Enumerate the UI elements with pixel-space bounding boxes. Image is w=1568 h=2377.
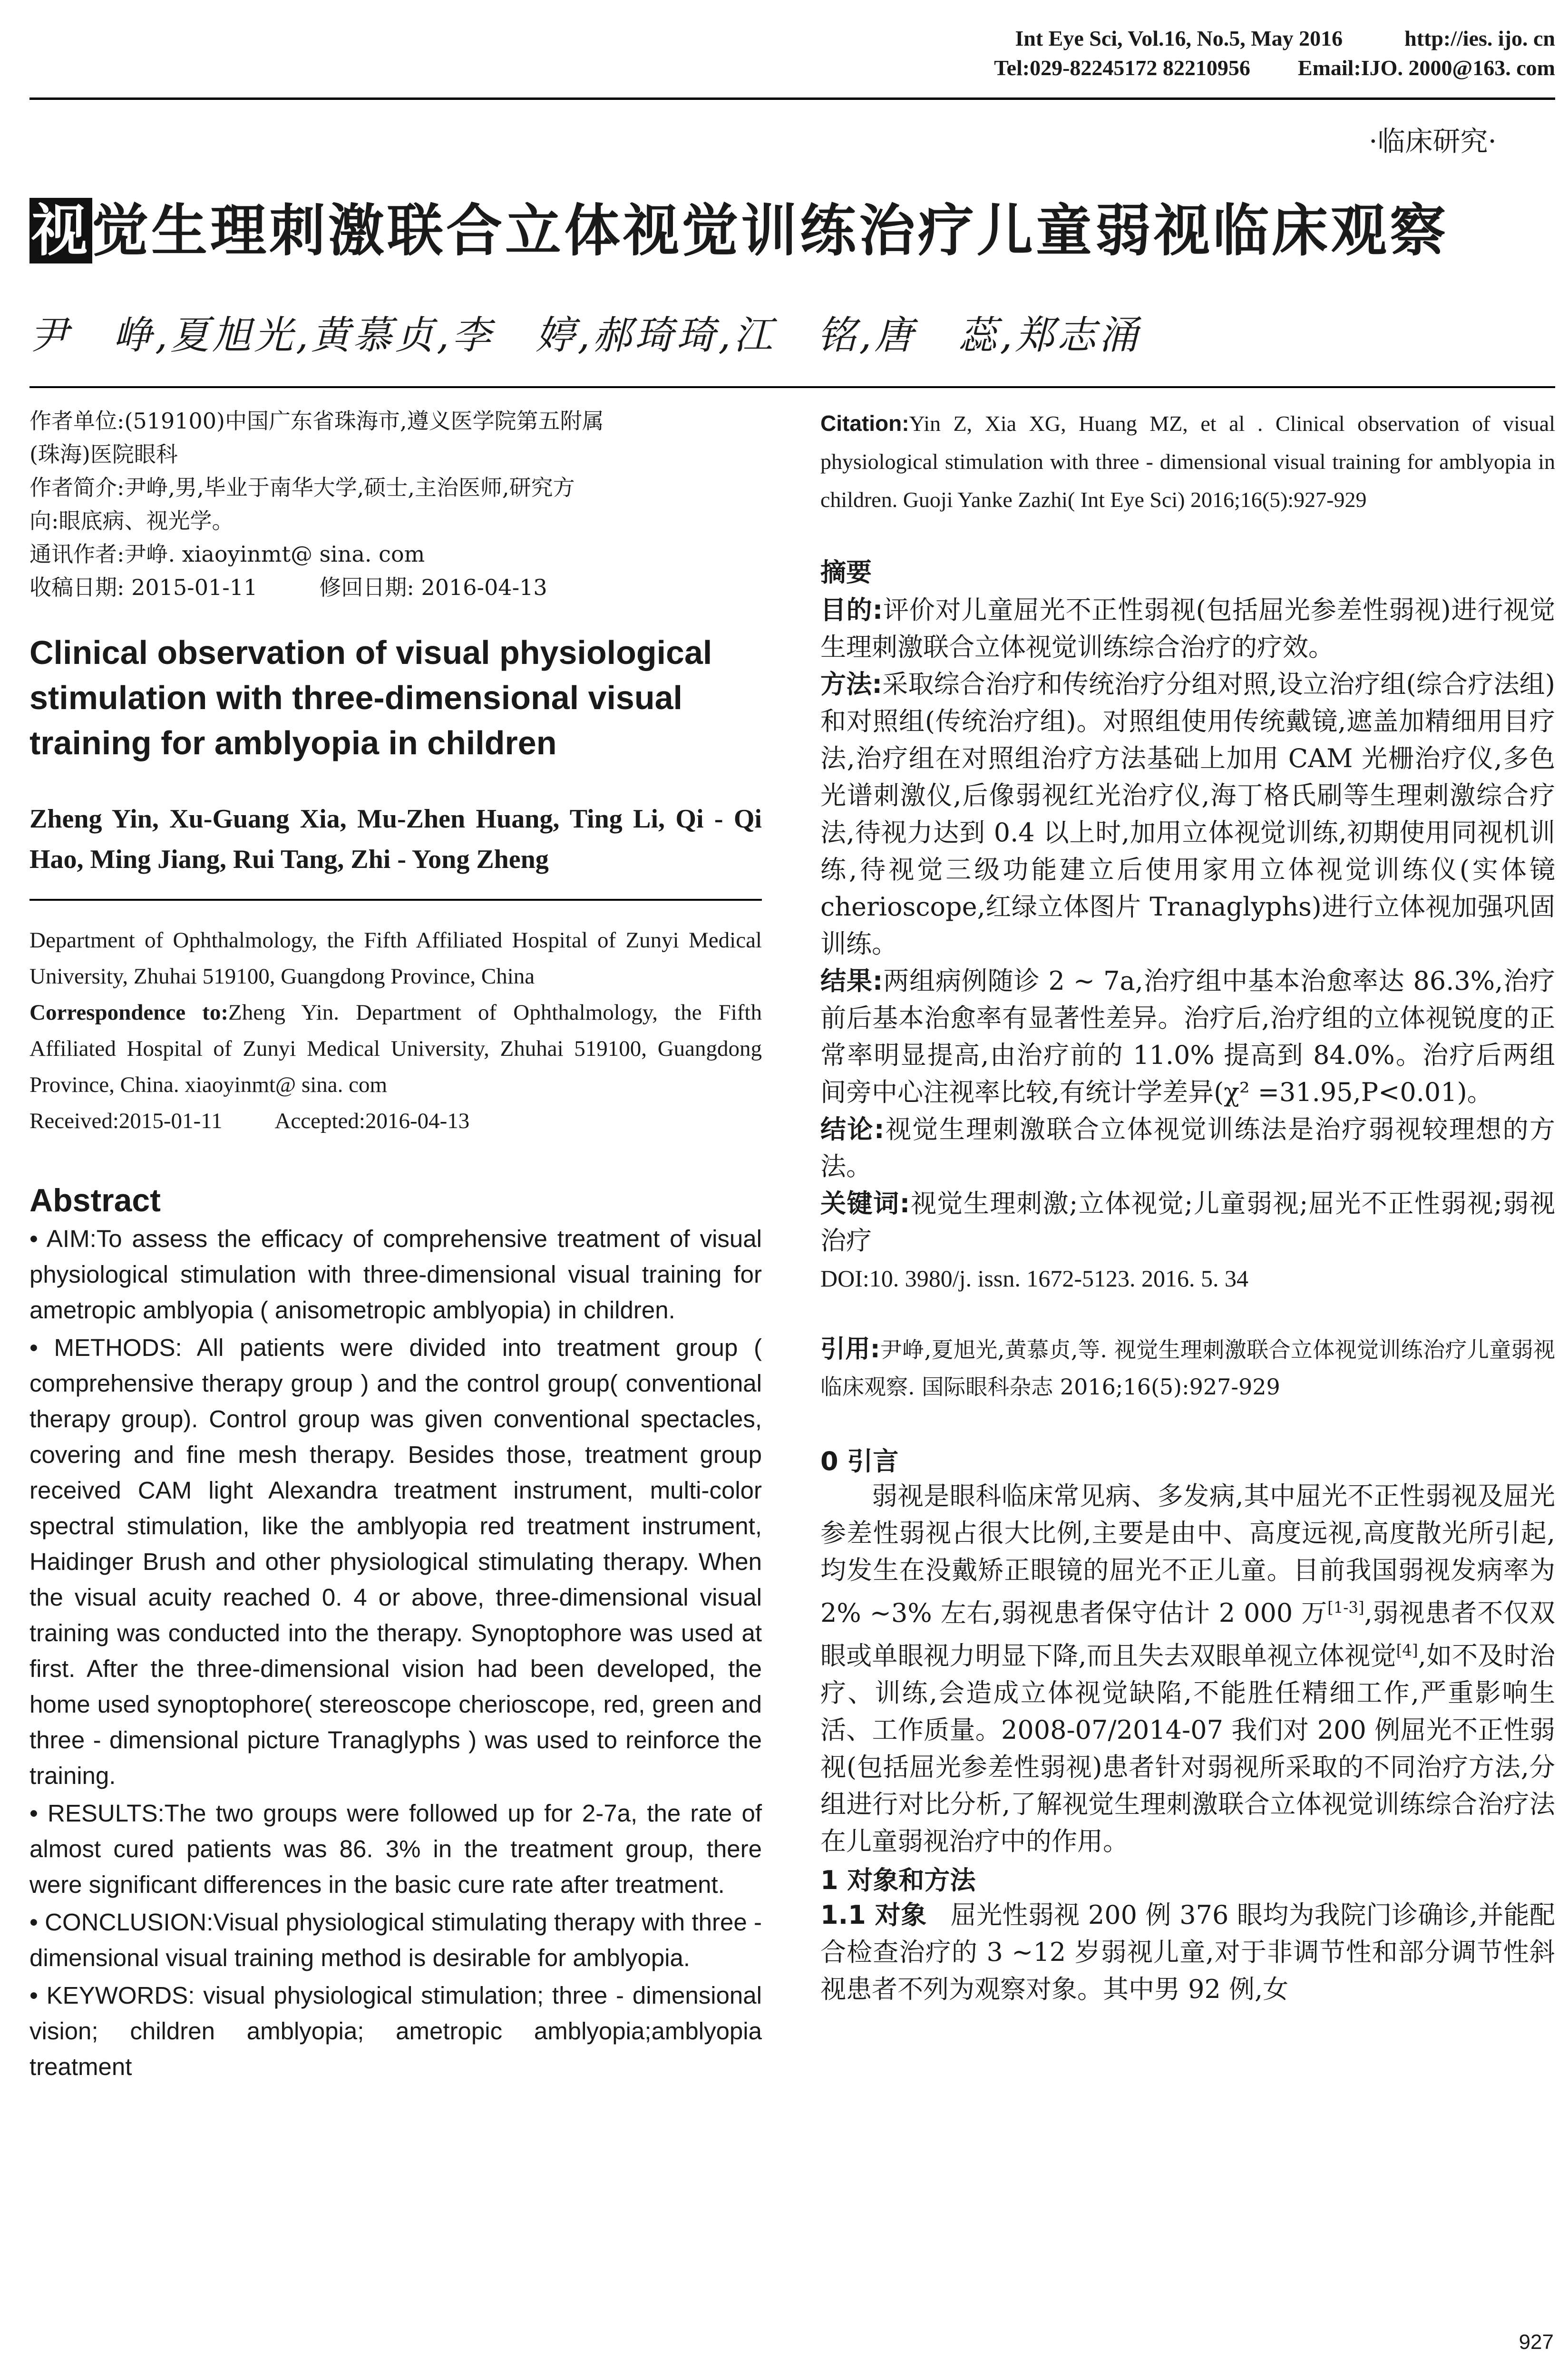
- conclusion-cn-label: 结论:: [820, 1114, 885, 1144]
- abstract-cn-methods: [820, 666, 1555, 963]
- authors-cn: 尹 峥,夏旭光,黄慕贞,李 婷,郝琦琦,江 铭,唐 蕊,郑志涌: [29, 313, 1141, 358]
- keywords-cn-label: 关键词:: [820, 1188, 910, 1218]
- intro-heading: 0 引言: [820, 1446, 899, 1476]
- aim-cn-label: 目的:: [820, 595, 883, 625]
- abstract-cn-aim: [820, 592, 1555, 666]
- intro-text-a: 弱视是眼科临床常见病、多发病,其中屈光不正性弱视及屈光参差性弱视占很大比例,主要是由中、高度远视,高度散光所引起,均发生在没戴矫正眼镜的屈光不正儿童。目前我国弱视发病率为 2% ~3% 左右,弱视患者保守估计 2 000 万: [820, 1481, 1555, 1628]
- author-unit: 作者单位:(519100)中国广东省珠海市,遵义医学院第五附属: [29, 408, 604, 434]
- page-number: 927: [1519, 2330, 1554, 2354]
- header-rule: [29, 97, 1555, 100]
- abstract-methods: [29, 1330, 762, 1793]
- abstract-keywords: [29, 1978, 762, 2085]
- citation-cn-text: 尹峥,夏旭光,黄慕贞,等. 视觉生理刺激联合立体视觉训练治疗儿童弱视临床观察. 国际眼科杂志 2016;16(5):927-929: [820, 1337, 1555, 1400]
- intro-paragraph: [820, 1478, 1555, 1860]
- results-cn-label: 结果:: [820, 966, 883, 996]
- abstract-cn-conclusion: [820, 1111, 1555, 1185]
- journal-header: [0, 24, 1555, 83]
- article-title-cn: [29, 195, 1449, 266]
- conclusion-cn-text: 视觉生理刺激联合立体视觉训练法是治疗弱视较理想的方法。: [820, 1114, 1555, 1181]
- affiliation-rule: [29, 899, 762, 901]
- received-date-en: Received:2015-01-11: [29, 1109, 223, 1133]
- results-text: The two groups were followed up for 2-7a, the rate of almost cured patients was 86. 3% in the treatment group, there were significant differences in the basic cure rate after treatment.: [29, 1800, 762, 1898]
- author-meta-cn: [29, 404, 762, 604]
- keywords-text: visual physiological stimulation; three - dimensional vision; children amblyopia; ametropic amblyopia;amblyopia treatment: [29, 1982, 762, 2080]
- methods-heading: 1 对象和方法: [820, 1865, 976, 1895]
- journal-info: Int Eye Sci, Vol.16, No.5, May 2016: [1015, 26, 1343, 50]
- abstract-cn-results: [820, 963, 1555, 1111]
- intro-text-b: ,弱视患者不仅双眼或单眼视力明显下降,而且失去双眼单视立体视觉: [820, 1598, 1555, 1671]
- section-label: ·临床研究·: [1369, 125, 1497, 157]
- author-bio-cont: 向:眼底病、视光学。: [29, 508, 234, 534]
- author-bio: 作者简介:尹峥,男,毕业于南华大学,硕士,主治医师,研究方: [29, 475, 575, 500]
- subjects-paragraph: [820, 1897, 1555, 2008]
- subjects-label: 1.1 对象: [820, 1900, 927, 1930]
- results-cn-text: 两组病例随诊 2 ~ 7a,治疗组中基本治愈率达 86.3%,治疗前后基本治愈率有显著性差异。治疗后,治疗组的立体视锐度的正常率明显提高,由治疗前的 11.0% 提高到 84.0%。治疗后两组间旁中心注视率比较,有统计学差异(χ² =31.95,P<0.01)。: [820, 966, 1555, 1107]
- journal-tel: Tel:029-82245172 82210956: [994, 56, 1250, 80]
- abstract-cn-heading: 摘要: [820, 557, 872, 587]
- citation-cn: [820, 1331, 1555, 1405]
- title-first-char: 视: [29, 198, 92, 263]
- results-label: • RESULTS:: [29, 1800, 165, 1827]
- journal-url: http://ies. ijo. cn: [1404, 26, 1555, 50]
- aim-text: To assess the efficacy of comprehensive treatment of visual physiological stimulation with three-dimensional visual training for ametropic amblyopia ( anisometropic amblyopia) in children.: [29, 1225, 762, 1324]
- article-title-en: Clinical observation of visual physiological stimulation with three-dimensional visual training for amblyopia in children: [29, 634, 712, 761]
- journal-email: Email:IJO. 2000@163. com: [1297, 56, 1555, 80]
- abstract-results: [29, 1795, 762, 1902]
- methods-text: All patients were divided into treatment group ( comprehensive therapy group ) and the control group( conventional therapy group). Control group was given conventional spectacles, covering and fine mesh therapy. Besides those, treatment group received CAM light Alexandra treatment instrument, multi-color spectral stimulation, like the amblyopia red treatment instrument, Haidinger Brush and other physiological stimulating therapy. When the visual acuity reached 0. 4 or above, three-dimensional visual training was conducted into the therapy. Synoptophore was used at first. After the three-dimensional vision had been developed, the home used synoptophore( stereoscope cherioscope, red, green and three - dimensional picture Tranaglyphs ) was used to reinforce the training.: [29, 1334, 762, 1789]
- abstract-conclusion: [29, 1904, 762, 1976]
- keywords-cn-text: 视觉生理刺激;立体视觉;儿童弱视;屈光不正性弱视;弱视治疗: [820, 1188, 1555, 1256]
- corresponding-author: 通讯作者:尹峥. xiaoyinmt@ sina. com: [29, 541, 425, 567]
- correspondence-label: Correspondence to:: [29, 1000, 228, 1025]
- received-date-cn: 收稿日期: 2015-01-11: [29, 575, 258, 600]
- abstract-heading: Abstract: [29, 1182, 161, 1218]
- citation-text: Yin Z, Xia XG, Huang MZ, et al . Clinical observation of visual physiological stimulation with three - dimensional visual training for amblyopia in children. Guoji Yanke Zazhi( Int Eye Sci) 2016;16(5):927-929: [820, 411, 1555, 512]
- ref-4: [4]: [1396, 1641, 1418, 1659]
- subjects-text: 屈光性弱视 200 例 376 眼均为我院门诊确诊,并能配合检查治疗的 3 ~12 岁弱视儿童,对于非调节性和部分调节性斜视患者不列为观察对象。其中男 92 例,女: [820, 1900, 1555, 2004]
- authors-en: Zheng Yin, Xu-Guang Xia, Mu-Zhen Huang, Ting Li, Qi - Qi Hao, Ming Jiang, Rui Tang, Zhi - Yong Zheng: [29, 804, 762, 874]
- keywords-label: • KEYWORDS:: [29, 1982, 195, 2009]
- author-unit-cont: (珠海)医院眼科: [29, 441, 178, 467]
- doi: DOI:10. 3980/j. issn. 1672-5123. 2016. 5. 34: [820, 1265, 1248, 1292]
- title-rest: 觉生理刺激联合立体视觉训练治疗儿童弱视临床观察: [92, 198, 1449, 263]
- aim-label: • AIM:: [29, 1225, 97, 1252]
- methods-cn-label: 方法:: [820, 669, 882, 699]
- conclusion-label: • CONCLUSION:: [29, 1909, 214, 1936]
- abstract-aim: [29, 1221, 762, 1328]
- accepted-date-en: Accepted:2016-04-13: [274, 1109, 470, 1133]
- affiliation: Department of Ophthalmology, the Fifth Affiliated Hospital of Zunyi Medical University, Zhuhai 519100, Guangdong Province, China: [29, 928, 762, 989]
- revised-date-cn: 修回日期: 2016-04-13: [319, 575, 547, 600]
- right-column: [820, 404, 1555, 2008]
- aim-cn-text: 评价对儿童屈光不正性弱视(包括屈光参差性弱视)进行视觉生理刺激联合立体视觉训练综合治疗的疗效。: [820, 595, 1555, 662]
- methods-cn-text: 采取综合治疗和传统治疗分组对照,设立治疗组(综合疗法组)和对照组(传统治疗组)。对照组使用传统戴镜,遮盖加精细用目疗法,治疗组在对照组治疗方法基础上加用 CAM 光栅治疗仪,多色光谱刺激仪,后像弱视红光治疗仪,海丁格氏刷等生理刺激综合疗法,待视力达到 0.4 以上时,加用立体视觉训练,初期使用同视机训练,待视觉三级功能建立后使用家用立体视觉训练仪(实体镜 cherioscope,红绿立体图片 Tranaglyphs)进行立体视加强巩固训练。: [820, 669, 1555, 959]
- title-rule: [29, 386, 1555, 388]
- abstract-cn-keywords: [820, 1185, 1555, 1259]
- ref-1-3: [1-3]: [1327, 1598, 1364, 1617]
- methods-label: • METHODS:: [29, 1334, 182, 1361]
- correspondence: Zheng Yin. Department of Ophthalmology, the Fifth Affiliated Hospital of Zunyi Medical University, Zhuhai 519100, Guangdong Province, China. xiaoyinmt@ sina. com: [29, 1000, 762, 1097]
- conclusion-text: Visual physiological stimulating therapy with three - dimensional visual training method is desirable for amblyopia.: [29, 1909, 762, 1971]
- affiliation-block: [29, 922, 762, 1139]
- left-column: [29, 404, 762, 2085]
- citation-en: [820, 404, 1555, 519]
- intro-text-c: ,如不及时治疗、训练,会造成立体视觉缺陷,不能胜任精细工作,严重影响生活、工作质量。2008-07/2014-07 我们对 200 例屈光不正性弱视(包括屈光参差性弱视)患者针对弱视所采取的不同治疗方法,分组进行对比分析,了解视觉生理刺激联合立体视觉训练综合治疗法在儿童弱视治疗中的作用。: [820, 1641, 1555, 1856]
- citation-cn-label: 引用:: [820, 1335, 880, 1364]
- citation-label: Citation:: [820, 411, 909, 436]
